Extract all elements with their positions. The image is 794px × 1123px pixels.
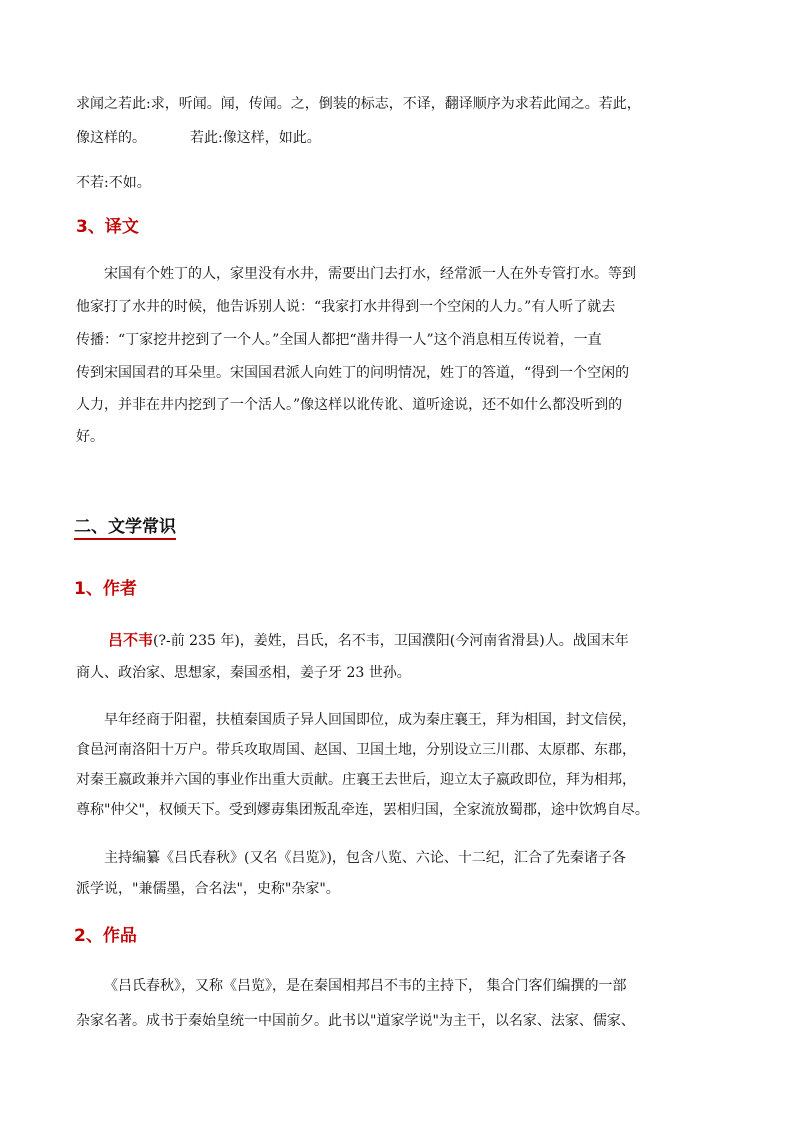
paragraph-line: 传播：“丁家挖井挖到了一个人。”全国人都把“凿井得一人”这个消息相互传说着，一直 bbox=[76, 332, 602, 348]
paragraph-line: 《吕氏春秋》，又称《吕览》，是在秦国相邦吕不韦的主持下， 集合门客们编撰的一部 bbox=[104, 978, 627, 994]
part-heading-text: 二、文学常识 bbox=[74, 517, 176, 540]
paragraph-line: 好。 bbox=[76, 429, 104, 445]
paragraph-line bbox=[108, 631, 629, 650]
author-intro: (?-前 235 年)，姜姓，吕氏，名不韦，卫国濮阳(今河南省滑县)人。战国末年 bbox=[153, 633, 629, 649]
paragraph-line: 主持编纂《吕氏春秋》(又名《吕览》)，包含八览、六论、十二纪，汇合了先秦诸子各 bbox=[104, 850, 626, 866]
part-heading bbox=[74, 516, 176, 538]
paragraph-line: 杂家名著。成书于秦始皇统一中国前夕。此书以"道家学说"为主干，以名家、法家、儒家、 bbox=[76, 1013, 635, 1029]
gloss-line: 求闻之若此:求，听闻。闻，传闻。之，倒装的标志，不译，翻译顺序为求若此闻之。若此， bbox=[76, 96, 641, 112]
section-heading: 2、作品 bbox=[74, 926, 137, 946]
paragraph-line: 派学说，"兼儒墨，合名法"，史称"杂家"。 bbox=[76, 881, 340, 897]
paragraph-line: 尊称"仲父"，权倾天下。受到嫪毐集团叛乱牵连，罢相归国，全家流放蜀郡，途中饮鸩自尽。 bbox=[76, 802, 649, 818]
paragraph-line: 对秦王嬴政兼并六国的事业作出重大贡献。庄襄王去世后，迎立太子嬴政即位，拜为相邦， bbox=[76, 772, 636, 788]
section-heading: 1、作者 bbox=[74, 579, 137, 599]
paragraph-line: 早年经商于阳翟，扶植秦国质子异人回国即位，成为秦庄襄王，拜为相国，封文信侯， bbox=[104, 712, 636, 728]
paragraph-line: 宋国有个姓丁的人，家里没有水井，需要出门去打水，经常派一人在外专管打水。等到 bbox=[104, 266, 636, 282]
section-heading: 3、译文 bbox=[76, 217, 139, 237]
paragraph-line: 食邑河南洛阳十万户。带兵攻取周国、赵国、卫国土地，分别设立三川郡、太原郡、东郡， bbox=[76, 742, 636, 758]
gloss-line: 不若:不如。 bbox=[76, 175, 151, 191]
gloss-fragment: 若此:像这样，如此。 bbox=[190, 130, 321, 146]
paragraph-line: 传到宋国国君的耳朵里。宋国国君派人向姓丁的问明情况，姓丁的答道，“得到一个空闲的 bbox=[76, 365, 630, 381]
gloss-fragment: 像这样的。 bbox=[76, 130, 146, 146]
paragraph-line: 他家打了水井的时候，他告诉别人说：“我家打水井得到一个空闲的人力。”有人听了就去 bbox=[76, 299, 616, 315]
gloss-line bbox=[76, 129, 321, 147]
paragraph-line: 人力，并非在井内挖到了一个活人。”像这样以讹传讹、道听途说，还不如什么都没听到的 bbox=[76, 397, 623, 413]
paragraph-line: 商人、政治家、思想家，秦国丞相，姜子牙 23 世孙。 bbox=[76, 665, 411, 681]
author-name: 吕不韦 bbox=[108, 631, 154, 649]
